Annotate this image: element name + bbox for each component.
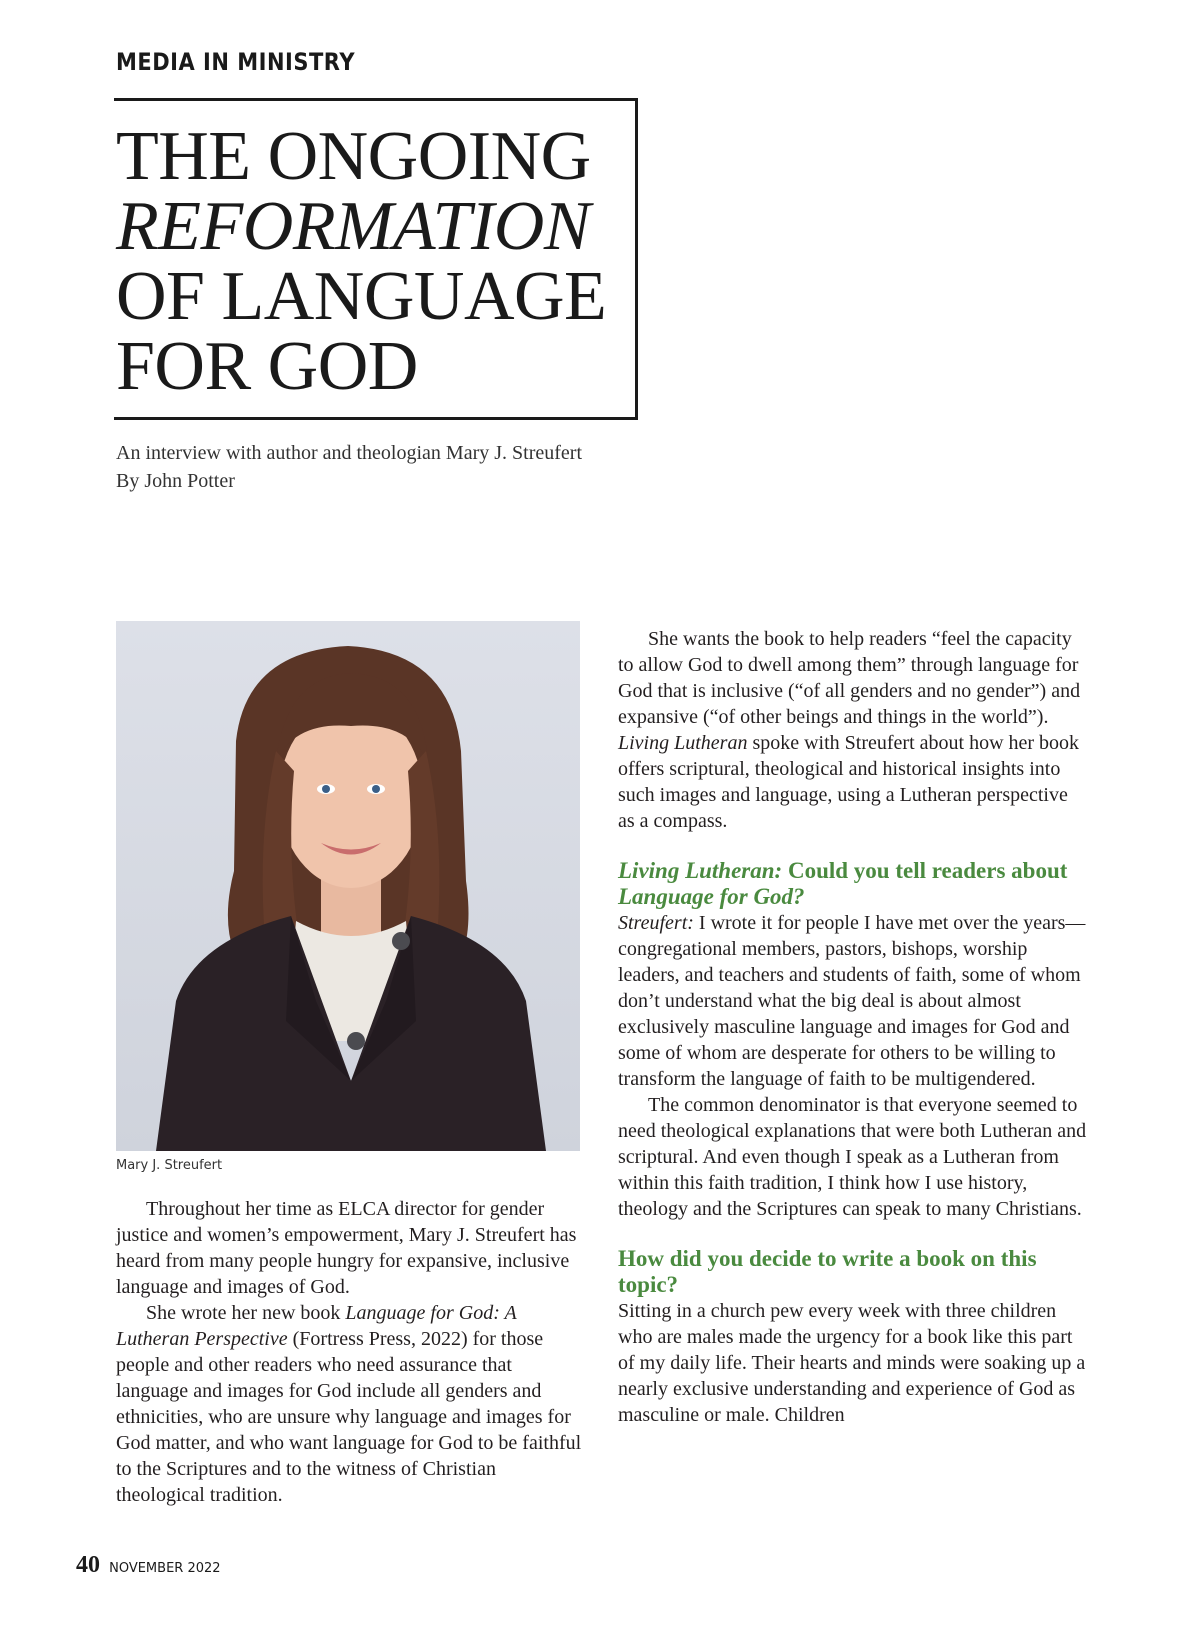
paragraph: Throughout her time as ELCA director for gender justice and women’s empowerment, Mary J. Streufert has heard from many people hungry for expansive, inclusive language and images of God.	[116, 1198, 577, 1298]
paragraph-text: (Fortress Press, 2022) for those people and other readers who need assurance that language and images for God include all genders and ethnicities, who are unsure why language and images for God matter, and who want language for God to be faithful to the Scriptures and to the witness of Christian theological tradition.	[116, 1328, 582, 1506]
section-label: MEDIA IN MINISTRY	[116, 48, 356, 76]
paragraph	[618, 626, 1088, 834]
question-book-title: Language for God?	[618, 884, 805, 909]
subtitle: An interview with author and theologian Mary J. Streufert	[116, 442, 582, 464]
title-line-2: REFORMATION	[116, 188, 591, 265]
paragraph-text: spoke with Streufert about how her book offers scriptural, theological and historical insights into such images and language, using a Lutheran perspective as a compass.	[618, 732, 1080, 832]
answer-speaker: Streufert:	[618, 912, 694, 934]
paragraph: The common denominator is that everyone seemed to need theological explanations that were both Lutheran and scriptural. And even though I speak as a Lutheran from within this faith tradition, I think how I use history, theology and the Scriptures can speak to many Christians.	[618, 1094, 1087, 1220]
question-heading	[618, 858, 1088, 910]
page-number: 40	[76, 1552, 100, 1578]
title-line-3: OF LANGUAGE	[116, 258, 607, 335]
paragraph	[116, 1300, 586, 1508]
question-text: Could you tell readers about	[782, 858, 1068, 883]
question-speaker: Living Lutheran:	[618, 858, 783, 883]
issue-date: NOVEMBER 2022	[109, 1561, 221, 1576]
title-line-4: FOR GOD	[116, 328, 418, 405]
photo-caption: Mary J. Streufert	[116, 1158, 223, 1173]
paragraph-text: She wants the book to help readers “feel the capacity to allow God to dwell among them” through language for God that is inclusive (“of all genders and no gender”) and expansive (“of other beings and things in the world”).	[618, 628, 1081, 728]
left-column	[116, 1196, 586, 1508]
byline: By John Potter	[116, 470, 235, 492]
paragraph: Sitting in a church pew every week with three children who are males made the urgency for a book like this part of my daily life. Their hearts and minds were soaking up a nearly exclusive understanding and experience of God as masculine or male. Children	[618, 1300, 1086, 1426]
book-title: Language for God: A Lutheran Perspective	[116, 1302, 517, 1350]
portrait-illustration	[116, 621, 580, 1151]
right-column	[618, 626, 1088, 1428]
portrait-photo	[116, 621, 580, 1151]
title-line-1: THE ONGOING	[116, 118, 591, 195]
paragraph-text: I wrote it for people I have met over the years—congregational members, pastors, bishops, worship leaders, and teachers and students of faith, some of whom don’t understand what the big deal is about almost exclusively masculine language and images for God and some of whom are desperate for others to be willing to transform the language of faith to be multigendered.	[618, 912, 1086, 1090]
paragraph	[618, 910, 1088, 1092]
question-heading: How did you decide to write a book on this topic?	[618, 1246, 1037, 1297]
page-title	[116, 118, 607, 405]
paragraph-text: She wrote her new book	[146, 1302, 346, 1324]
page-footer	[76, 1552, 221, 1579]
magazine-name: Living Lutheran	[618, 732, 748, 754]
